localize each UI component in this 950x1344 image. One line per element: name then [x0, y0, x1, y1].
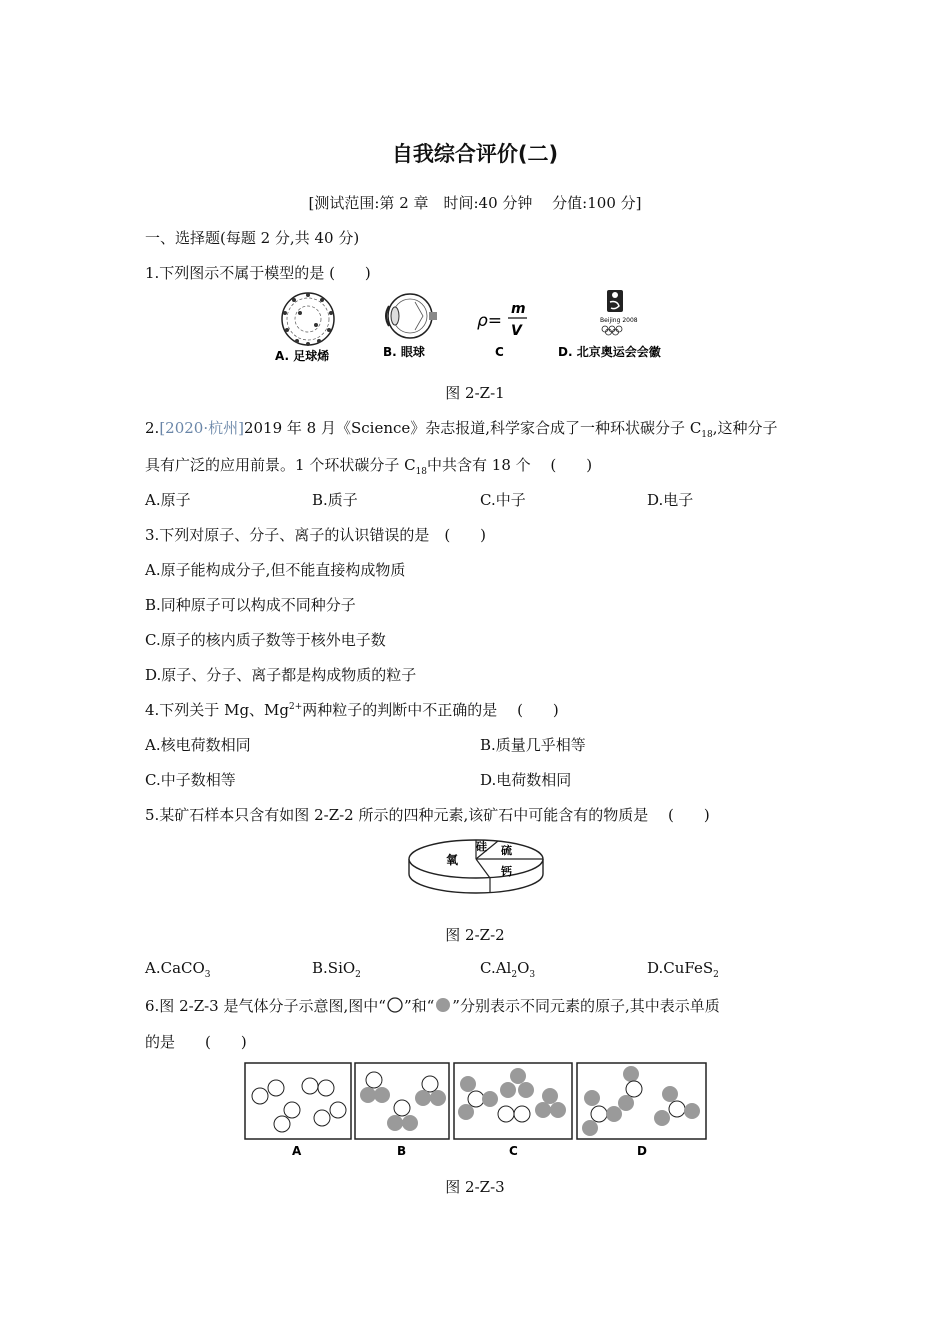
question-2-line2 [145, 454, 592, 477]
beijing-olympics-logo [600, 290, 638, 335]
fig1-label-d: D. 北京奥运会会徽 [558, 345, 661, 359]
pie-label-oxygen: 氧 [446, 853, 459, 867]
molecule-box-b [355, 1063, 449, 1139]
gray-atom-icon [434, 997, 452, 1013]
test-scope: [测试范围:第 2 章 时间:40 分钟 分值:100 分] [308, 194, 642, 212]
question-5-stem: 5.某矿石样本只含有如图 2-Z-2 所示的四种元素,该矿石中可能含有的物质是 ( ) [145, 806, 710, 824]
q3-option-a: A.原子能构成分子,但不能直接构成物质 [145, 561, 406, 579]
page-title: 自我综合评价(二) [391, 142, 559, 166]
pie-label-calcium: 钙 [501, 865, 512, 878]
density-formula [477, 301, 527, 339]
q4-text-a: 4.下列关于 Mg、Mg [145, 701, 290, 719]
figure-2-Z-3 [244, 1062, 708, 1162]
pie-label-sulfur: 硫 [501, 844, 512, 857]
molecule-box-c [454, 1063, 572, 1139]
q4-option-c: C.中子数相等 [145, 771, 236, 789]
fig1-label-b: B. 眼球 [383, 345, 425, 359]
q6-text-c: ”分别表示不同元素的原子,其中表示单质 [452, 997, 720, 1015]
q3-option-b: B.同种原子可以构成不同种分子 [145, 596, 356, 614]
section-heading: 一、选择题(每题 2 分,共 40 分) [145, 229, 360, 247]
q4-sup: 2+ [289, 702, 303, 712]
q2-text-1b: ,这种分子 [712, 419, 778, 437]
figure-1-caption: 图 2-Z-1 [445, 384, 505, 402]
question-6-line1 [145, 995, 720, 1016]
fig1-label-a: A. 足球烯 [275, 349, 330, 363]
box-label-b: B [397, 1144, 407, 1158]
q2-number: 2. [145, 419, 160, 437]
q4-text-b: 两种粒子的判断中不正确的是 ( ) [302, 701, 559, 719]
box-label-c: C [509, 1144, 518, 1158]
formula-v: V [511, 323, 522, 339]
q5-option-d: D.CuFeS$_2$ [647, 959, 719, 980]
q4-option-a: A.核电荷数相同 [145, 736, 251, 754]
eyeball-image [386, 294, 437, 338]
q2-option-c: C.中子 [480, 491, 526, 509]
q2-text-2a: 具有广泛的应用前景。1 个环状碳分子 C [145, 456, 416, 474]
box-label-a: A [292, 1144, 302, 1158]
q5-option-b: B.SiO$_2$ [312, 959, 361, 980]
question-2-line1 [145, 417, 778, 440]
formula-rho: ρ= [477, 311, 503, 331]
fullerene-image [282, 293, 334, 346]
q2-source: [2020·杭州] [159, 419, 244, 437]
q6-text-b: ”和“ [403, 997, 435, 1015]
q2-text-2b: 中共含有 18 个 ( ) [427, 456, 593, 474]
question-1-stem: 1.下列图示不属于模型的是 ( ) [145, 264, 371, 282]
pie-label-silicon: 硅 [476, 840, 487, 853]
figure-2-Z-1 [265, 288, 685, 366]
q2-sub-1: 18 [701, 430, 713, 440]
question-6-line2: 的是 ( ) [145, 1033, 247, 1051]
question-3-stem: 3.下列对原子、分子、离子的认识错误的是 ( ) [145, 526, 487, 544]
box-label-d: D [637, 1144, 647, 1158]
molecule-box-a [245, 1063, 351, 1139]
fig1-label-c: C [495, 345, 504, 359]
question-4-stem [145, 699, 559, 720]
q2-sub-2: 18 [415, 467, 428, 477]
formula-m: m [511, 301, 526, 317]
figure-3-caption: 图 2-Z-3 [445, 1178, 505, 1196]
q4-option-d: D.电荷数相同 [480, 771, 572, 789]
figure-2-caption: 图 2-Z-2 [445, 926, 505, 944]
white-atom-icon [386, 997, 404, 1013]
q2-option-b: B.质子 [312, 491, 358, 509]
q3-option-c: C.原子的核内质子数等于核外电子数 [145, 631, 386, 649]
logo-text: Beijing 2008 [600, 317, 638, 324]
q2-option-a: A.原子 [145, 491, 191, 509]
q2-option-d: D.电子 [647, 491, 694, 509]
q5-option-a: A.CaCO$_3$ [145, 959, 211, 980]
q2-text-1a: 2019 年 8 月《Science》杂志报道,科学家合成了一种环状碳分子 C [243, 419, 702, 437]
molecule-box-d [577, 1063, 706, 1139]
q5-option-c: $C.Al_2O_3$ [480, 959, 536, 980]
q3-option-d: D.原子、分子、离子都是构成物质的粒子 [145, 666, 417, 684]
q4-option-b: B.质量几乎相等 [480, 736, 586, 754]
element-pie-chart [404, 830, 549, 896]
q6-text-a: 6.图 2-Z-3 是气体分子示意图,图中“ [145, 997, 386, 1015]
